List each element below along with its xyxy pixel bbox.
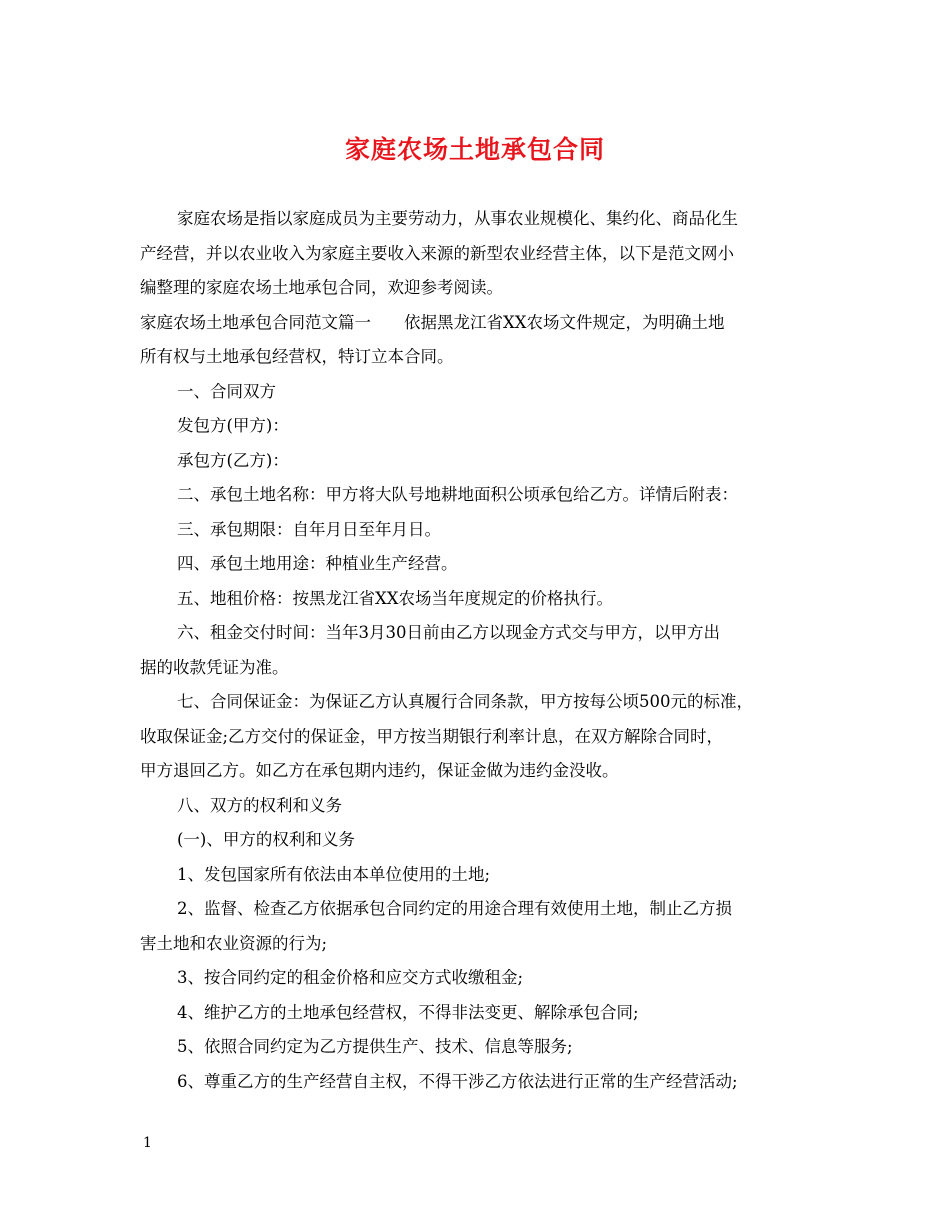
paragraph-line: 产经营，并以农业收入为家庭主要收入来源的新型农业经营主体，以下是范文网小: [140, 243, 734, 263]
paragraph-line: 收取保证金;乙方交付的保证金，甲方按当期银行利率计息，在双方解除合同时，: [140, 726, 724, 746]
paragraph-line: 编整理的家庭农场土地承包合同，欢迎参考阅读。: [140, 278, 503, 297]
list-item: 1、发包国家所有依法由本单位使用的土地;: [177, 864, 491, 884]
paragraph-line: 承包方(乙方)：: [177, 450, 289, 470]
list-item: 2、监督、检查乙方依据承包合同约定的用途合理有效使用土地，制止乙方损: [177, 899, 732, 918]
paragraph-line: 害土地和农业资源的行为;: [140, 933, 328, 953]
section-heading: 五、地租价格：按黑龙江省XX农场当年度规定的价格执行。: [177, 588, 613, 608]
section-heading: 三、承包期限：自年月日至年月日。: [177, 519, 441, 539]
paragraph-line: 家庭农场土地承包合同范文篇一 依据黑龙江省XX农场文件规定，为明确土地: [140, 312, 725, 332]
paragraph-line: 发包方(甲方)：: [177, 416, 289, 435]
section-heading: 一、合同双方: [177, 381, 276, 401]
section-heading: 四、承包土地用途：种植业生产经营。: [177, 554, 458, 573]
section-heading: 六、租金交付时间：当年3月30日前由乙方以现金方式交与甲方，以甲方出: [177, 623, 720, 642]
list-item: 6、尊重乙方的生产经营自主权，不得干涉乙方依法进行正常的生产经营活动;: [177, 1071, 738, 1091]
subsection-heading: (一)、甲方的权利和义务: [177, 830, 355, 849]
paragraph-line: 据的收款凭证为准。: [140, 657, 289, 677]
document-body: [140, 202, 830, 1099]
section-heading: 八、双方的权利和义务: [177, 795, 342, 815]
list-item: 5、依照合同约定为乙方提供生产、技术、信息等服务;: [177, 1037, 573, 1056]
page-number: 1: [143, 1135, 152, 1151]
paragraph-line: 家庭农场是指以家庭成员为主要劳动力，从事农业规模化、集约化、商品化生: [177, 209, 738, 228]
section-heading: 二、承包土地名称：甲方将大队号地耕地面积公顷承包给乙方。详情后附表：: [177, 485, 738, 504]
paragraph-line: 甲方退回乙方。如乙方在承包期内违约，保证金做为违约金没收。: [140, 761, 619, 780]
list-item: 4、维护乙方的土地承包经营权，不得非法变更、解除承包合同;: [177, 1002, 639, 1022]
section-heading: 七、合同保证金：为保证乙方认真履行合同条款，甲方按每公顷500元的标准，: [177, 692, 753, 711]
document-title: 家庭农场土地承包合同: [344, 135, 605, 164]
list-item: 3、按合同约定的租金价格和应交方式收缴租金;: [177, 968, 524, 987]
paragraph-line: 所有权与土地承包经营权，特订立本合同。: [140, 347, 454, 366]
